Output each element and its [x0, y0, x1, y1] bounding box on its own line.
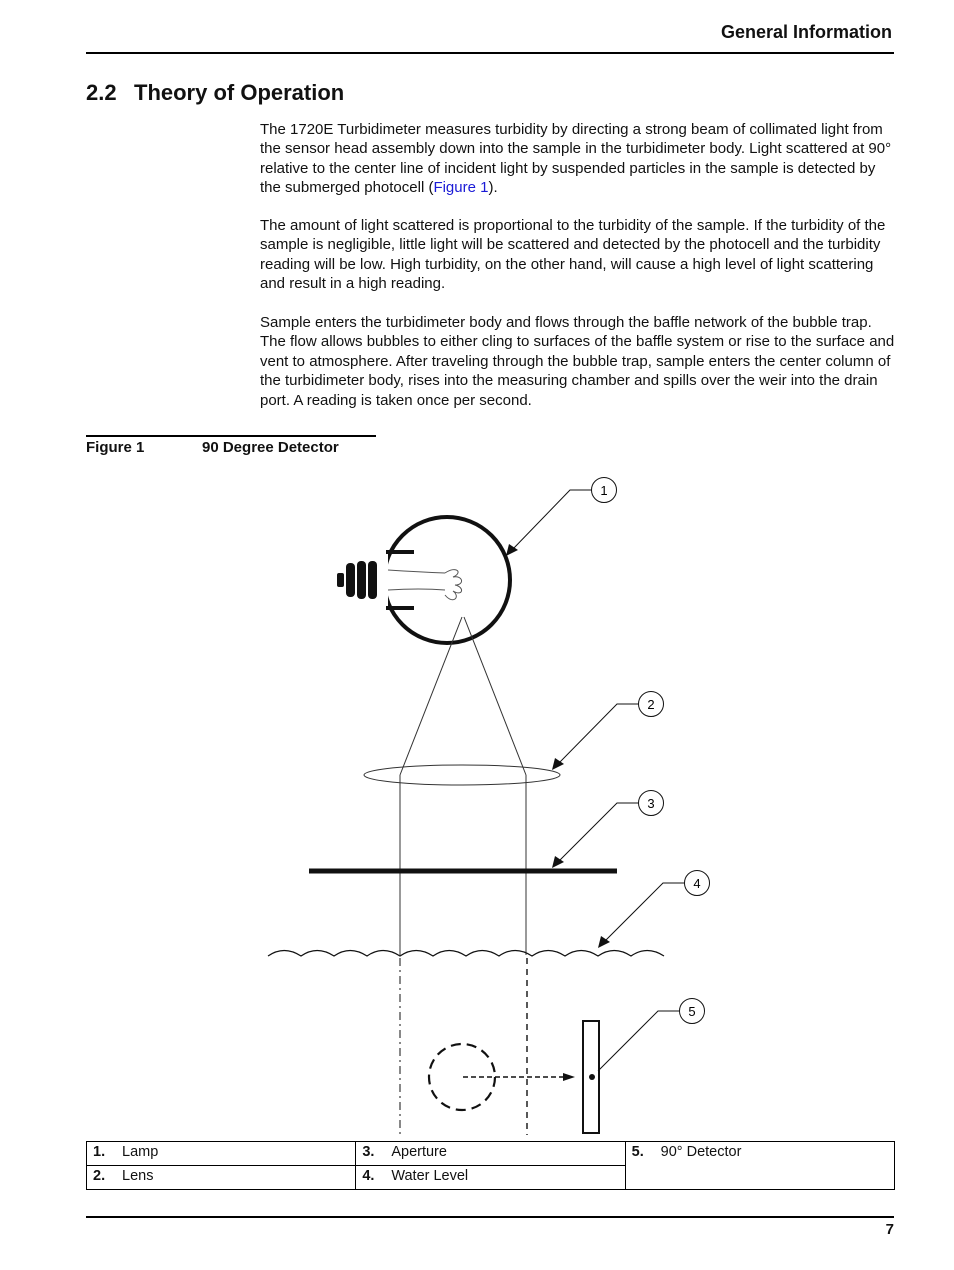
figure-number: Figure 1 [86, 439, 145, 456]
paragraph-scattering: The amount of light scattered is proportional to the turbidity of the sample. If the turbidity of the sample is negligible, little light will be scattered and detected by the photocell and the turbidity reading will be low. High turbidity, on the other hand, will cause a high level of light scattering and result in a high reading. [260, 217, 886, 293]
running-header: General Information [720, 22, 892, 42]
figure-1-link[interactable]: Figure 1 [433, 179, 489, 197]
page-number: 7 [885, 1221, 894, 1238]
legend-cell: 3. Aperture [356, 1142, 625, 1166]
section-number: 2.2 [86, 80, 117, 105]
legend-cell: 2. Lens [87, 1166, 356, 1190]
footer-rule [86, 1216, 894, 1218]
legend-cell: 1. Lamp [87, 1142, 356, 1166]
section-title: Theory of Operation [134, 80, 345, 105]
water-level-line [268, 951, 664, 957]
callout-2 [552, 692, 664, 771]
svg-text:2: 2 [647, 697, 655, 712]
svg-text:5: 5 [688, 1004, 696, 1019]
lens-icon [364, 765, 560, 785]
paragraph-principle: The 1720E Turbidimeter measures turbidity by directing a strong beam of collimated light from the sensor head assembly down into the sample in the turbidimeter body. Light scattered at 90° relative to the center line of incident light by suspended particles in the sample is detected by the submerged photocell (Figure 1). [260, 121, 892, 197]
figure-title: 90 Degree Detector [202, 439, 339, 456]
particle-icon [429, 1044, 495, 1110]
submerged-beam [400, 958, 527, 1135]
paragraph-sample-flow: Sample enters the turbidimeter body and flows through the baffle network of the bubble trap. The flow allows bubbles to either cling to surfaces of the baffle system or rise to the surface and vent to atmosphere. After traveling through the bubble trap, sample enters the center column of the turbidimeter body, rises into the measuring chamber and spills over the weir into the drain port. A reading is taken once per second. [260, 314, 895, 409]
lamp-icon [337, 517, 510, 643]
legend-cell: 4. Water Level [356, 1166, 625, 1190]
callout-1 [506, 478, 617, 557]
svg-text:3: 3 [647, 796, 655, 811]
scatter-ray [463, 1073, 575, 1081]
svg-text:1: 1 [600, 483, 608, 498]
callout-5 [598, 999, 705, 1072]
detector-icon [583, 1021, 599, 1133]
collimated-beam [400, 775, 526, 955]
legend-cell: 5. 90° Detector [625, 1142, 894, 1190]
callout-4 [598, 871, 710, 949]
svg-text:4: 4 [693, 876, 701, 891]
figure-legend-table [86, 1141, 895, 1190]
callout-3 [552, 791, 664, 869]
legend-row [87, 1142, 895, 1166]
